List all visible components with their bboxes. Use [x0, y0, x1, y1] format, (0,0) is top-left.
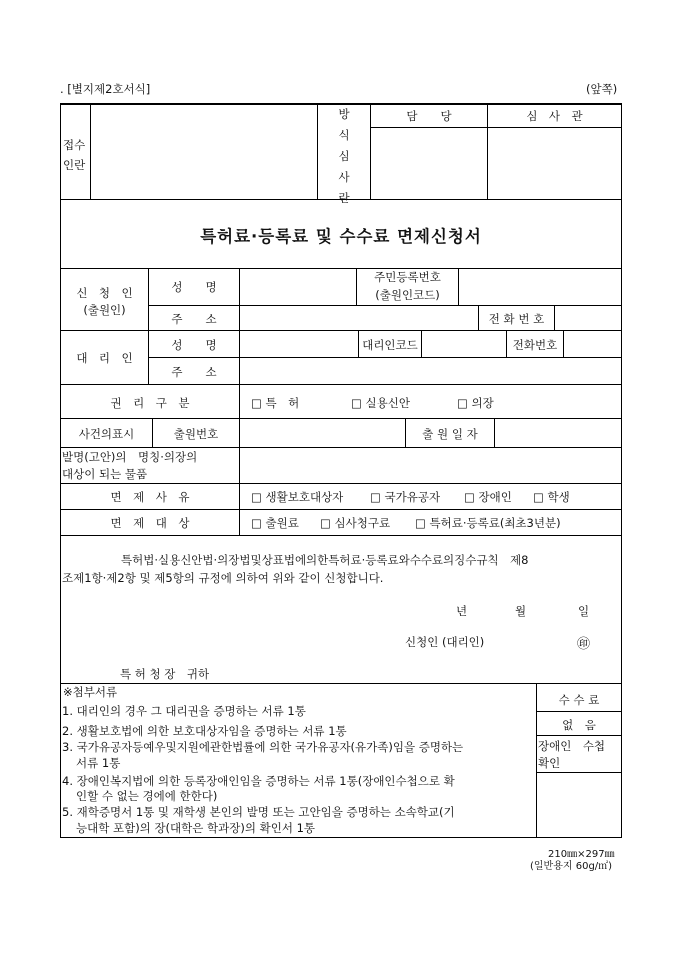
method-review-label: 방 식 심 사 란	[338, 107, 350, 205]
rrn-label: 주민등록번호	[374, 270, 441, 284]
attachment-item-2: 2. 생활보호법에 의한 보호대상자임을 증명하는 서류 1통	[62, 724, 347, 738]
invention-label-line1: 발명(고안)의 명칭·의장의	[62, 450, 198, 464]
exemption-reason-label: 면 제 사 유	[110, 490, 190, 504]
agent-name-label: 성 명	[171, 338, 217, 352]
paper-type: (일반용지 60g/㎡)	[530, 861, 613, 872]
agent-code-label: 대리인코드	[362, 338, 418, 352]
applicant-name-label: 성 명	[171, 280, 217, 294]
rights-option-patent[interactable]: □ 특 허	[251, 396, 300, 410]
attachment-item-3: 3. 국가유공자등예우및지원에관한법률에 의한 국가유공자(유가족)임을 증명하는	[62, 740, 464, 754]
applicant-sublabel: (출원인)	[83, 303, 126, 317]
form-title: 특허료·등록료 및 수수료 면제신청서	[200, 227, 482, 246]
reason-option-welfare[interactable]: □ 생활보호대상자	[251, 490, 344, 504]
page-side-label: (앞쪽)	[586, 82, 618, 96]
rights-label: 권 리 구 분	[110, 396, 190, 410]
reason-option-disabled[interactable]: □ 장애인	[464, 490, 512, 504]
statement-line2: 조제1항·제2항 및 제5항의 규정에 의하여 위와 같이 신청합니다.	[62, 571, 384, 585]
applicant-phone-label: 전 화 번 호	[488, 312, 545, 326]
application-date-label: 출 원 일 자	[422, 427, 478, 441]
manager-header: 담 당	[406, 109, 452, 123]
attachment-item-4-cont: 인할 수 없는 경에에 한한다)	[76, 789, 218, 803]
date-day: 일	[578, 604, 590, 618]
addressee: 특 허 청 장 귀하	[120, 667, 210, 681]
target-option-application-fee[interactable]: □ 출원료	[251, 516, 299, 530]
applicant-address-label: 주 소	[171, 312, 217, 326]
rights-option-design[interactable]: □ 의장	[457, 396, 494, 410]
application-number-label: 출원번호	[173, 427, 219, 441]
date-month: 월	[515, 604, 527, 618]
target-option-patent-fee[interactable]: □ 특허료·등록료(최초3년분)	[415, 516, 561, 530]
reason-option-veteran[interactable]: □ 국가유공자	[370, 490, 441, 504]
fee-label: 수 수 료	[558, 693, 600, 707]
agent-phone-label: 전화번호	[512, 338, 558, 352]
signer-label: 신청인 (대리인)	[405, 635, 485, 649]
applicant-label: 신 청 인	[76, 286, 133, 300]
attachment-item-3-cont: 서류 1통	[76, 756, 121, 770]
agent-label: 대 리 인	[76, 351, 133, 365]
form-number: . [별지제2호서식]	[60, 82, 151, 96]
attachment-item-4: 4. 장애인복지법에 의한 등록장애인임을 증명하는 서류 1통(장애인수첩으로 확	[62, 774, 455, 788]
exemption-target-label: 면 제 대 상	[110, 516, 190, 530]
attachments-heading: ※첨부서류	[63, 685, 118, 699]
attachment-item-5: 5. 재학증명서 1통 및 재학생 본인의 발명 또는 고안임을 증명하는 소속학교(기	[62, 805, 455, 819]
seal-mark: ㊞	[577, 637, 591, 652]
fee-value: 없 음	[562, 718, 596, 732]
disabled-card-check-line1: 장애인 수첩	[538, 739, 606, 753]
disabled-card-check-line2: 확인	[538, 756, 561, 770]
invention-label-line2: 대상이 되는 물품	[62, 467, 148, 481]
agent-address-label: 주 소	[171, 365, 217, 379]
rrn-sublabel: (출원인코드)	[375, 288, 440, 302]
rights-option-utility[interactable]: □ 실용신안	[351, 396, 410, 410]
reason-option-student[interactable]: □ 학생	[533, 490, 570, 504]
examiner-header: 심 사 관	[526, 109, 583, 123]
statement-line1: 특허법·실용신안법·의장법및상표법에의한특허료·등록료와수수료의징수규칙 제8	[121, 553, 529, 567]
reception-label: 접수 인란	[63, 138, 86, 172]
target-option-exam-fee[interactable]: □ 심사청구료	[320, 516, 391, 530]
date-year: 년	[456, 604, 468, 618]
paper-size: 210㎜×297㎜	[548, 849, 615, 860]
attachment-item-1: 1. 대리인의 경우 그 대리권을 증명하는 서류 1통	[62, 704, 306, 718]
attachment-item-5-cont: 능대학 포함)의 장(대학은 학과장)의 확인서 1통	[76, 821, 316, 835]
case-label: 사건의표시	[78, 427, 135, 441]
